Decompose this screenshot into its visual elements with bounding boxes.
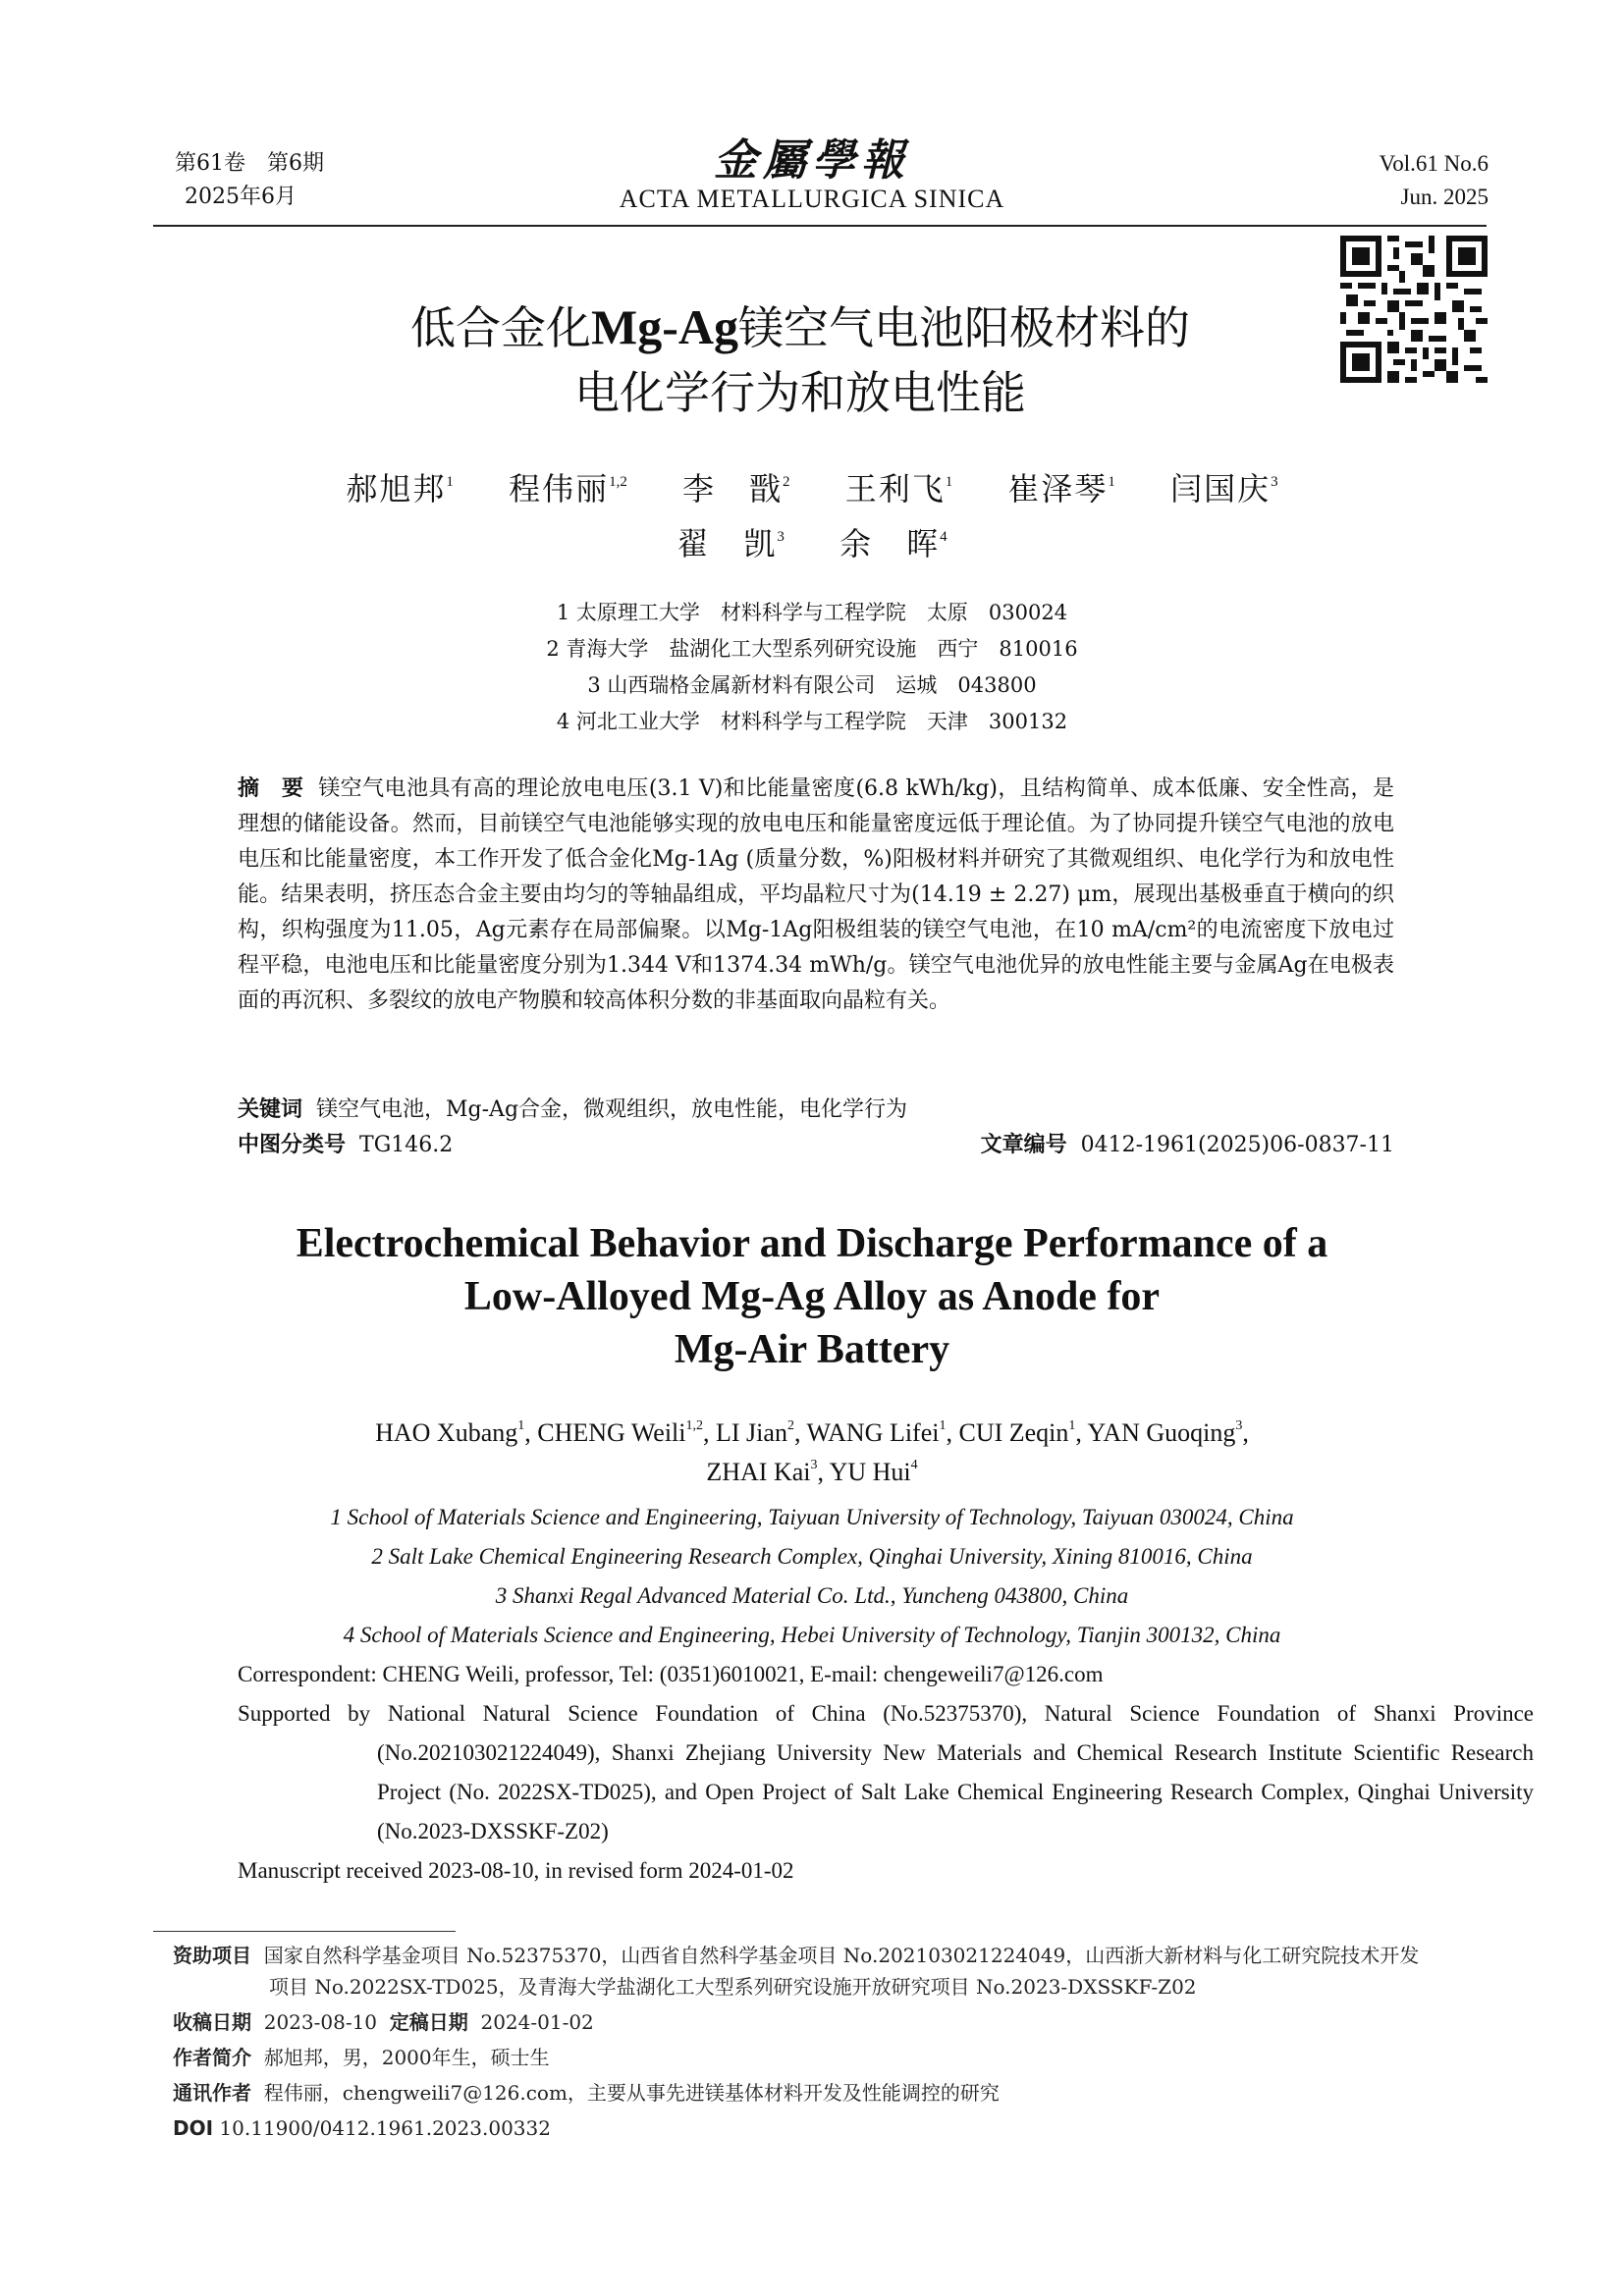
- title-en-line1: Electrochemical Behavior and Discharge Performance of a: [296, 1221, 1328, 1266]
- footnote-dates: 收稿日期 2023-08-10 定稿日期 2024-01-02: [173, 2010, 594, 2034]
- clc-value: TG146.2: [359, 1133, 454, 1157]
- affiliation-en: 3 Shanxi Regal Advanced Material Co. Ltd., Yuncheng 043800, China: [495, 1583, 1129, 1608]
- footnote-author: 作者简介 郝旭邦，男，2000年生，硕士生: [173, 2046, 550, 2069]
- footnotes: [173, 1940, 1430, 2148]
- affiliation-cn: 2 青海大学 盐湖化工大型系列研究设施 西宁 810016: [546, 637, 1078, 661]
- date-cn: 2025年6月: [185, 185, 297, 209]
- title-en-line2: Low-Alloyed Mg-Ag Alloy as Anode for: [463, 1274, 1161, 1319]
- journal-logo: 金屬學報: [714, 135, 910, 186]
- header-right: [1380, 147, 1489, 214]
- footnote-correspondent: 通讯作者 程伟丽，chengweili7@126.com，主要从事先进镁基体材料开发及性能调控的研究: [173, 2081, 1000, 2105]
- authors-cn: [147, 461, 1477, 571]
- author-en: CHENG Weili$^{1,2}$: [537, 1418, 704, 1447]
- affiliation-en: 4 School of Materials Science and Engineering, Hebei University of Technology, Tianjin 300132, China: [343, 1623, 1281, 1647]
- title-cn: [295, 294, 1306, 425]
- volume-issue-en: Vol.61 No.6: [1379, 151, 1489, 176]
- date-en: Jun. 2025: [1400, 185, 1489, 209]
- footnote-doi: DOI 10.11900/0412.1961.2023.00332: [173, 2116, 551, 2140]
- title-en-line3: Mg-Air Battery: [674, 1327, 950, 1372]
- author-cn: 闫国庆$^3$: [1170, 470, 1278, 507]
- affiliation-cn: 1 太原理工大学 材料科学与工程学院 太原 030024: [556, 601, 1068, 624]
- author-en: YAN Guoqing$^3$: [1087, 1418, 1243, 1447]
- author-en: ZHAI Kai$^3$: [706, 1458, 818, 1486]
- correspondent: Correspondent: CHENG Weili, professor, Tel: (0351)6010021, E-mail: chengeweili7@126.com: [238, 1662, 1104, 1686]
- keywords-cn: [238, 1094, 1394, 1127]
- keywords-text: 镁空气电池，Mg-Ag合金，微观组织，放电性能，电化学行为: [316, 1097, 908, 1122]
- author-cn: 李 戬$^2$: [682, 470, 790, 507]
- journal-name-en: ACTA METALLURGICA SINICA: [619, 185, 1005, 213]
- author-en: HAO Xubang$^1$: [375, 1418, 525, 1447]
- clc-label: 中图分类号: [238, 1133, 347, 1157]
- article-no-value: 0412-1961(2025)06-0837-11: [1080, 1133, 1394, 1157]
- supported-by: Supported by National Natural Science Foundation of China (No.52375370), Natural Science Foundation of Shanxi Province (No.202103021224049), Shanxi Zhejiang University New Materials and Chemical Research Institute Scientific Research Project (No. 2022SX-TD025), and Open Project of Salt Lake Chemical Engineering Research Complex, Qinghai University (No.2023-DXSSKF-Z02): [238, 1701, 1534, 1843]
- abstract-cn: [238, 772, 1394, 1019]
- author-cn: 余 晖$^4$: [839, 525, 947, 562]
- title-en: [196, 1217, 1428, 1376]
- author-en: WANG Lifei$^1$: [806, 1418, 947, 1447]
- affiliation-en: 1 School of Materials Science and Engineering, Taiyuan University of Technology, Taiyuan 030024, China: [330, 1505, 1294, 1529]
- volume-issue-cn: 第61卷 第6期: [175, 151, 324, 176]
- abstract-label: 摘 要: [238, 776, 304, 801]
- author-cn: 郝旭邦$^1$: [346, 470, 454, 507]
- author-cn: 翟 凯$^3$: [677, 525, 785, 562]
- footnote-funding: 资助项目 国家自然科学基金项目 No.52375370，山西省自然科学基金项目 No.202103021224049，山西浙大新材料与化工研究院技术开发项目 No.2022SX-TD025，及青海大学盐湖化工大型系列研究设施开放研究项目 No.2023-DXSSKF-Z02: [173, 1944, 1420, 1999]
- title-cn-part3: 镁空气电池阳极材料的: [737, 301, 1190, 354]
- classification-row: [238, 1129, 1394, 1162]
- affiliation-cn: 3 山西瑞格金属新材料有限公司 运城 043800: [587, 673, 1037, 697]
- abstract-text: 镁空气电池具有高的理论放电电压(3.1 V)和比能量密度(6.8 kWh/kg)，且结构简单、成本低廉、安全性高，是理想的储能设备。然而，目前镁空气电池能够实现的放电电压和能量密度远低于理论值。为了协同提升镁空气电池的放电电压和比能量密度，本工作开发了低合金化Mg-1Ag (质量分数，%)阳极材料并研究了其微观组织、电化学行为和放电性能。结果表明，挤压态合金主要由均匀的等轴晶组成，平均晶粒尺寸为(14.19 ± 2.27) μm，展现出基极垂直于横向的织构，织构强度为11.05，Ag元素存在局部偏聚。以Mg-1Ag阳极组装的镁空气电池，在10 mA/cm²的电流密度下放电过程平稳，电池电压和比能量密度分别为1.344 V和1374.34 mWh/g。镁空气电池优异的放电性能主要与金属Ag在电极表面的再沉积、多裂纹的放电产物膜和较高体积分数的非基面取向晶粒有关。: [238, 776, 1394, 1013]
- header-rule: [153, 225, 1487, 227]
- affiliation-en: 2 Salt Lake Chemical Engineering Research Complex, Qinghai University, Xining 810016, China: [371, 1544, 1253, 1569]
- author-cn: 崔泽琴$^1$: [1007, 470, 1115, 507]
- affiliations-en: [177, 1498, 1447, 1655]
- affiliation-cn: 4 河北工业大学 材料科学与工程学院 天津 300132: [556, 710, 1068, 733]
- footnote-rule: [153, 1931, 456, 1932]
- affiliations-cn: [147, 595, 1477, 740]
- author-cn: 程伟丽$^{1,2}$: [509, 470, 627, 507]
- article-no-label: 文章编号: [980, 1133, 1067, 1157]
- title-cn-part1: 低合金化: [410, 301, 592, 354]
- qr-code-icon: [1340, 236, 1488, 383]
- author-en: YU Hui$^4$: [829, 1458, 918, 1486]
- author-en: LI Jian$^2$: [716, 1418, 794, 1447]
- title-cn-line1: [295, 294, 1306, 360]
- author-cn: 王利飞$^1$: [844, 470, 953, 507]
- author-en: CUI Zeqin$^1$: [958, 1418, 1076, 1447]
- authors-en: HAO Xubang$^1$, CHENG Weili$^{1,2}$, LI Jian$^2$, WANG Lifei$^1$, CUI Zeqin$^1$, YAN Guoqing$^3$, ZHAI Kai$^3$, YU Hui$^4$: [375, 1418, 1249, 1486]
- title-cn-part2: Mg-Ag: [591, 299, 738, 354]
- keywords-label: 关键词: [238, 1097, 303, 1122]
- manuscript-dates: Manuscript received 2023-08-10, in revised form 2024-01-02: [238, 1858, 794, 1883]
- title-cn-line2: 电化学行为和放电性能: [574, 366, 1026, 419]
